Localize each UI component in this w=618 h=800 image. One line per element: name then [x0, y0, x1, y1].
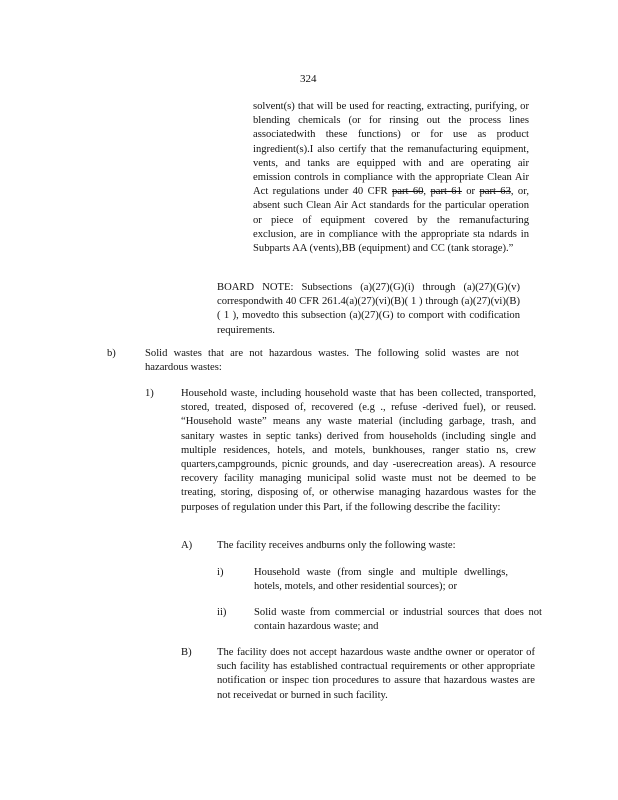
- quote-sep-2: or: [461, 186, 480, 198]
- item-a-ii-label: ii): [217, 607, 227, 618]
- item-1-text: Household waste, including household waste that has been collected, transported, stored, treated, disposed of, recovered (e.g ., refuse -derived fuel), or reused. “Household waste” means any waste material (including garbage, trash, and sanitary wastes in septic tanks) derived from households (including single and multiple residences, hotels, and motels, bunkhouses, ranger statio ns, crew quarters,campgrounds, picnic grounds, and day -userecreation areas). A resource recovery facility managing municipal solid waste must not be deemed to be treating, storing, disposing of, or otherwise managing hazardous wastes for the purposes of regulation under this Part, if the following describe the facility:: [181, 388, 536, 513]
- board-note-text: BOARD NOTE: Subsections (a)(27)(G)(i) through (a)(27)(G)(v) correspondwith 40 CFR 261.4(a)(27)(vi)(B)( 1 ) through (a)(27)(vi)(B)( 1 ), movedto this subsection (a)(27)(G) to comport with codification requirements.: [217, 282, 520, 336]
- item-1-label: 1): [145, 388, 154, 399]
- item-b-label: B): [181, 647, 192, 658]
- board-note: [217, 281, 520, 338]
- item-a-i-text: Household waste (from single and multiple dwellings, hotels, motels, and other residential sources); or: [254, 567, 508, 593]
- item-a: [217, 539, 507, 553]
- subsection-b-text: Solid wastes that are not hazardous wastes. The following solid wastes are not hazardous wastes:: [145, 348, 519, 374]
- page-number: 324: [300, 73, 317, 85]
- item-a-i: [254, 566, 508, 594]
- item-a-i-label: i): [217, 567, 224, 578]
- struck-part-60: part 60: [391, 186, 424, 198]
- struck-part-61: part 61: [430, 186, 462, 198]
- item-1: [181, 387, 536, 515]
- quote-text-a: solvent(s) that will be used for reacting, extracting, purifying, or blending chemicals (or for rinsing out the process lines associatedwith these functions) or for use as product ingredient(s).I also certify that the remanufacturing equipment, vents, and tanks are equipped with and are operating air emission controls in compliance with the appropriate Clean Air Act regulations under 40 CFR: [253, 101, 529, 198]
- quoted-certification: [253, 100, 529, 256]
- subsection-b-label: b): [107, 348, 116, 359]
- quote-sep-1: ,: [423, 186, 431, 198]
- subsection-b: [145, 347, 519, 375]
- struck-part-63: part 63: [479, 186, 511, 198]
- item-a-text: The facility receives andburns only the following waste:: [217, 540, 456, 551]
- quoted-certification-text: [253, 100, 529, 256]
- item-a-ii: [254, 606, 542, 634]
- item-a-label: A): [181, 540, 193, 551]
- quote-text-b: , or, absent such Clean Air Act standards for the particular operation or piece of equipment covered by the remanufacturing exclusion, are in compliance with the appropriate sta ndards in Subparts AA (vents),BB (equipment) and CC (tank storage).”: [253, 186, 529, 255]
- item-a-ii-text: Solid waste from commercial or industrial sources that does not contain hazardous waste; and: [254, 607, 542, 633]
- item-b: [217, 646, 535, 703]
- item-b-text: The facility does not accept hazardous waste andthe owner or operator of such facility has established contractual requirements or other appropriate notification or inspec tion procedures to assure that hazardous wastes are not receivedat or burned in such facility.: [217, 647, 535, 701]
